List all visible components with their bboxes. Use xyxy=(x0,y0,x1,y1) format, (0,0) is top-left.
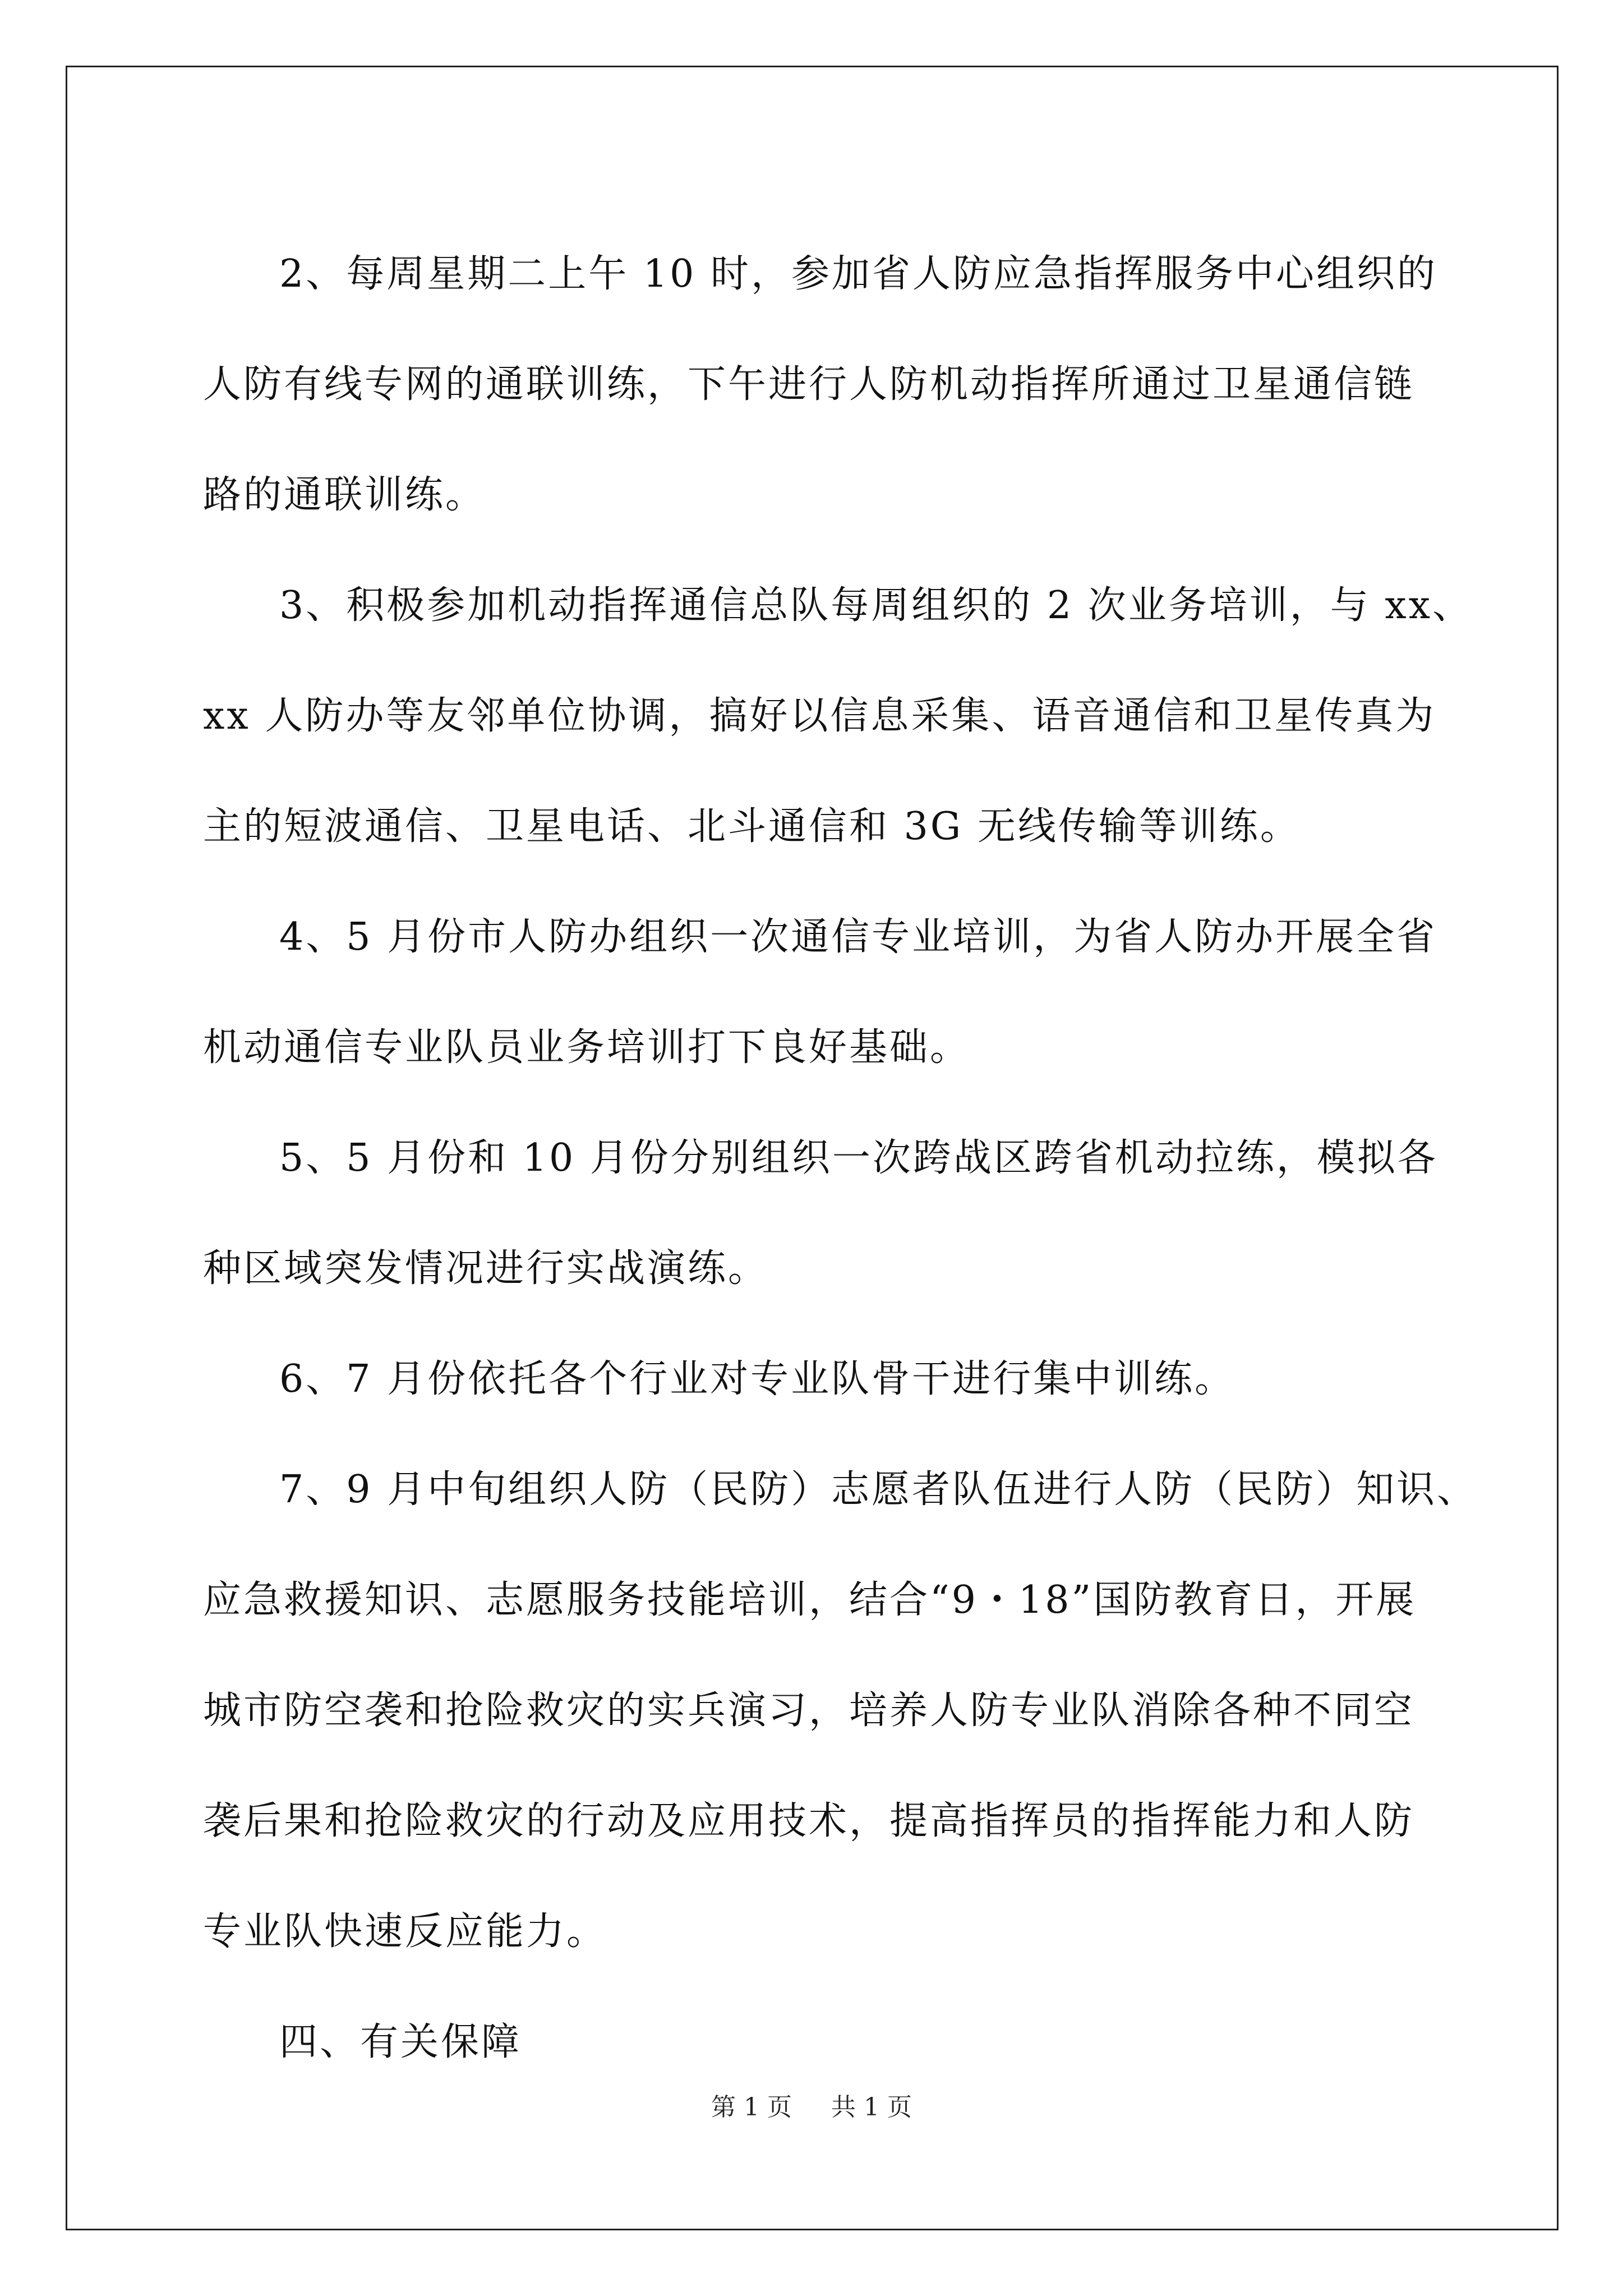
paragraph-5 xyxy=(203,1103,1438,1324)
text-line: 主的短波通信、卫星电话、北斗通信和 3G 无线传输等训练。 xyxy=(203,804,1301,849)
page-total: 共 1 页 xyxy=(831,2093,912,2122)
page-footer xyxy=(0,2087,1623,2123)
paragraph-2 xyxy=(203,219,1438,550)
text-line: 袭后果和抢险救灾的行动及应用技术，提高指挥员的指挥能力和人防 xyxy=(203,1799,1415,1843)
paragraph-3 xyxy=(203,550,1473,882)
paragraph-7 xyxy=(203,1434,1478,1987)
text-line: xx 人防办等友邻单位协调，搞好以信息采集、语音通信和卫星传真为 xyxy=(203,694,1436,738)
text-line: 四、有关保障 xyxy=(279,2020,522,2064)
text-line: 城市防空袭和抢险救灾的实兵演习，培养人防专业队消除各种不同空 xyxy=(203,1688,1415,1733)
text-line: 5、5 月份和 10 月份分别组织一次跨战区跨省机动拉练，模拟各 xyxy=(279,1136,1438,1180)
document-body xyxy=(203,219,1478,2097)
text-line: 7、9 月中旬组织人防（民防）志愿者队伍进行人防（民防）知识、 xyxy=(279,1467,1478,1512)
text-line: 人防有线专网的通联训练，下午进行人防机动指挥所通过卫星通信链 xyxy=(203,362,1415,407)
page-number: 第 1 页 xyxy=(711,2093,792,2122)
text-line: 机动通信专业队员业务培训打下良好基础。 xyxy=(203,1025,971,1070)
text-line: 6、7 月份依托各个行业对专业队骨干进行集中训练。 xyxy=(279,1357,1235,1401)
text-line: 2、每周星期二上午 10 时，参加省人防应急指挥服务中心组织的 xyxy=(279,252,1438,296)
text-line: 4、5 月份市人防办组织一次通信专业培训，为省人防办开展全省 xyxy=(279,915,1437,959)
text-line: 3、积极参加机动指挥通信总队每周组织的 2 次业务培训，与 xx、 xyxy=(279,583,1473,628)
text-line: 专业队快速反应能力。 xyxy=(203,1910,607,1954)
paragraph-6 xyxy=(203,1324,1420,1434)
text-line: 种区域突发情况进行实战演练。 xyxy=(203,1246,769,1291)
paragraph-4 xyxy=(203,882,1437,1103)
text-line: 路的通联训练。 xyxy=(203,473,486,517)
text-line: 应急救援知识、志愿服务技能培训，结合“9・18”国防教育日，开展 xyxy=(203,1578,1417,1622)
section-heading xyxy=(203,1987,1420,2097)
